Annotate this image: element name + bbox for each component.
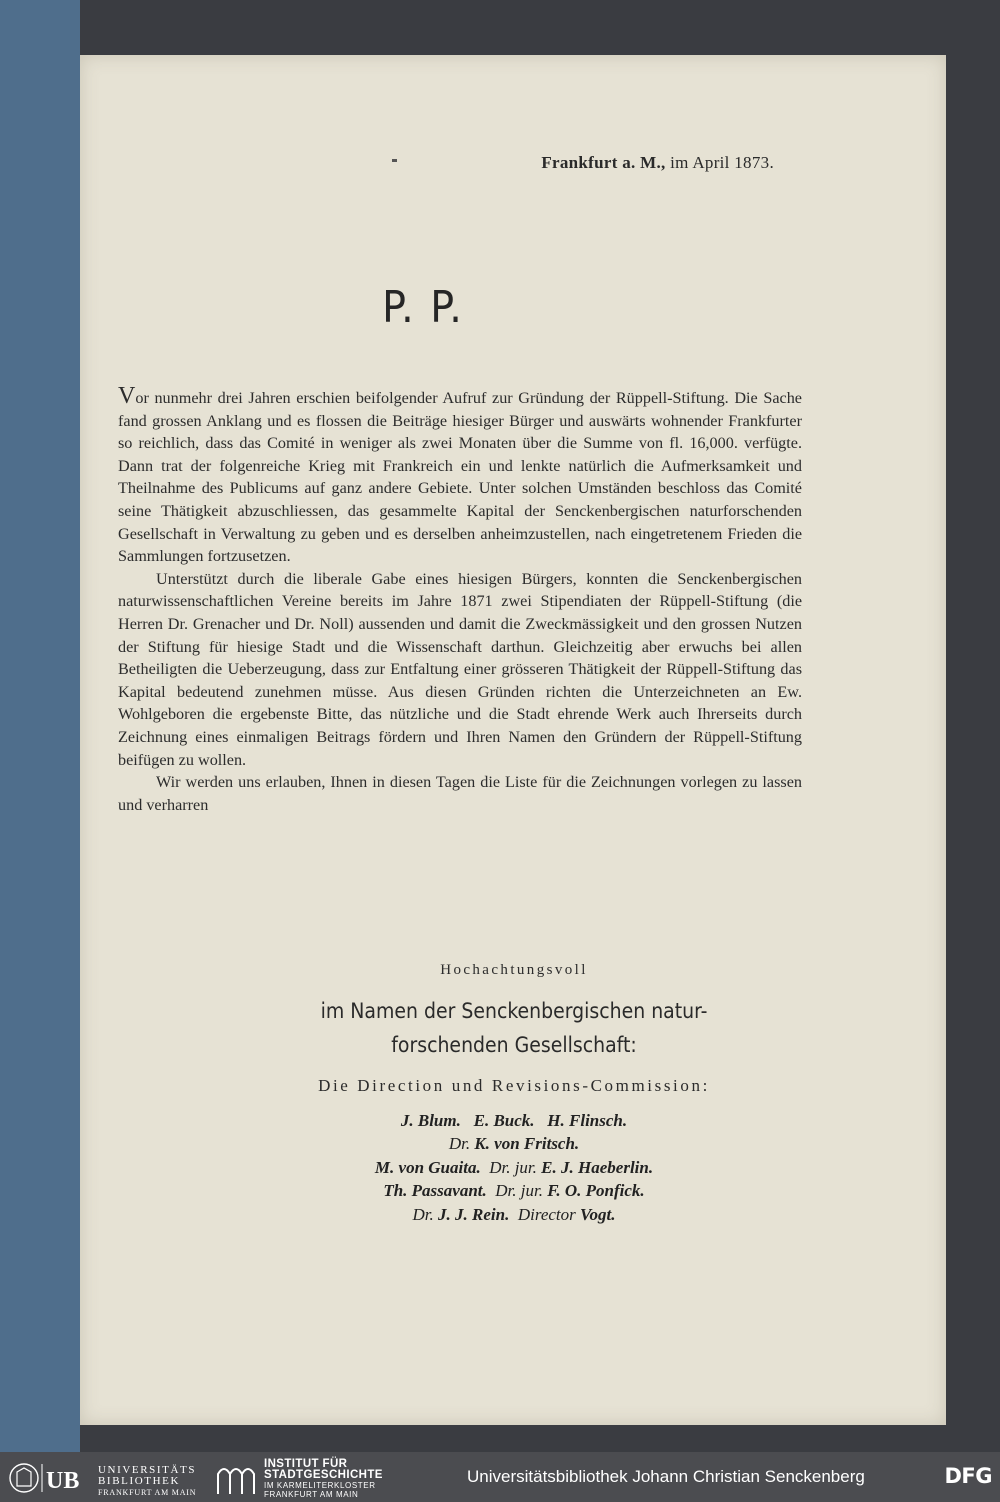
closing-phrase: Hochachtungsvoll: [440, 962, 588, 978]
initial-letter: V: [118, 383, 136, 409]
society-line-1: im Namen der Senckenbergischen natur-: [320, 999, 708, 1023]
signatory: E. J. Haeberlin.: [541, 1157, 654, 1177]
ub-line-2: BIBLIOTHEK: [98, 1475, 180, 1487]
signatory-title: Dr. jur.: [495, 1181, 543, 1201]
signatory: F. O. Ponfick.: [547, 1181, 645, 1201]
signatory: K. von Fritsch.: [474, 1134, 580, 1154]
paragraph-1-text: or nunmehr drei Jahren erschien beifolgender Aufruf zur Gründung der Rüppell-Stiftung. Die Sache fand grossen Anklang und es flossen die Beiträge hiesiger Bürger und auswärts wohnender Frankfurter so reichlich, dass das Comité in weniger als zwei Monaten über die Summe von fl. 16,000. verfügte. Dann trat der folgenreiche Krieg mit Frankreich ein und lenkte natürlich die Aufmerksamkeit und Theilnahme des Publicums auf ganz andere Gebiete. Unter solchen Umständen beschloss das Comité seine Thätigkeit abzuschliessen, das gesammelte Kapital der Senckenbergischen naturforschenden Gesellschaft in Verwaltung zu geben und es derselben anheimzustellen, nach eingetretenem Frieden die Sammlungen fortzusetzen.: [118, 389, 802, 566]
signature-line-4: [14, 1179, 1000, 1202]
paragraph-3: Wir werden uns erlauben, Ihnen in diesen Tagen die Liste für die Zeichnungen vorlegen zu lassen und verharren: [118, 773, 802, 814]
institute-arches-icon: [214, 1460, 258, 1496]
board-heading: Die Direction und Revisions-Commission:: [318, 1076, 710, 1095]
ub-mark: UB: [46, 1468, 80, 1494]
ub-library-logo-icon: [8, 1460, 94, 1496]
dfg-logo: DFG: [944, 1464, 992, 1488]
dateline-place: Frankfurt a. M.,: [541, 153, 666, 172]
dateline-date: im April 1873.: [670, 153, 774, 172]
ub-line-3: FRANKFURT AM MAIN: [98, 1488, 197, 1497]
ub-library-wordmark: [98, 1465, 196, 1498]
signature-line-1: [14, 1109, 1000, 1132]
ub-line-1: UNIVERSITÄTS: [98, 1464, 197, 1476]
paragraph-1: [118, 383, 802, 568]
signature-line-5: [14, 1203, 1000, 1226]
signatory-title: Director: [517, 1204, 576, 1224]
library-name: Universitätsbibliothek Johann Christian Senckenberg: [467, 1467, 865, 1486]
paragraph-2: Unterstützt durch die liberale Gabe eines hiesigen Bürgers, konnten die Senckenbergischen naturwissenschaftlichen Vereine bereits im Jahre 1871 zwei Stipendiaten der Rüppell-Stiftung (die Herren Dr. Grenacher und Dr. Noll) aussenden und damit die Zweckmässigkeit und den grossen Nutzen der Stiftung für hiesige Stadt und die Wissenschaft darthun. Gleichzeitig aber erwuchs bei allen Betheiligten die Ueberzeugung, dass zur Entfaltung einer grösseren Thätigkeit der Rüppell-Stiftung das Kapital bedeutend zunehmen müsse. Aus diesen Gründen richten die Unterzeichneten an Ew. Wohlgeboren die ergebenste Bitte, das nützliche und die Stadt ehrende Werk auch Ihrerseits durch Zeichnung eines einmaligen Beitrags fördern und Ihren Namen den Gründern der Rüppell-Stiftung beifügen zu wollen.: [118, 569, 802, 769]
inst-line-1: INSTITUT FÜR: [264, 1458, 348, 1470]
signature-block: [14, 1109, 1000, 1226]
inst-line-2: STADTGESCHICHTE: [264, 1469, 383, 1481]
signatory-title: Dr.: [412, 1204, 434, 1224]
signatory: Th. Passavant.: [383, 1181, 487, 1201]
scan-backdrop-strip: [0, 0, 80, 1452]
society-line-2: forschenden Gesellschaft:: [391, 1033, 637, 1057]
ink-speck: [392, 159, 397, 162]
signatory: J. J. Rein.: [438, 1204, 510, 1224]
society-name: [14, 994, 1000, 1062]
signatory-title: Dr. jur.: [489, 1157, 537, 1177]
institute-wordmark: [264, 1459, 383, 1499]
signature-line-3: [14, 1156, 1000, 1179]
inst-line-4: FRANKFURT AM MAIN: [264, 1490, 359, 1499]
signatory-title: Dr.: [448, 1134, 471, 1154]
letter-body: [118, 383, 802, 816]
signatory: E. Buck.: [473, 1111, 535, 1130]
salutation-heading: P. P.: [382, 282, 464, 333]
dateline: [541, 153, 774, 173]
signatory: H. Flinsch.: [547, 1111, 628, 1130]
signatory: J. Blum.: [400, 1111, 461, 1130]
footer-bar: [0, 1452, 1000, 1502]
signatory: M. von Guaita.: [374, 1157, 481, 1177]
signatory: Vogt.: [580, 1204, 616, 1224]
inst-line-3: IM KARMELITERKLOSTER: [264, 1481, 376, 1490]
signature-line-2: [14, 1132, 1000, 1155]
